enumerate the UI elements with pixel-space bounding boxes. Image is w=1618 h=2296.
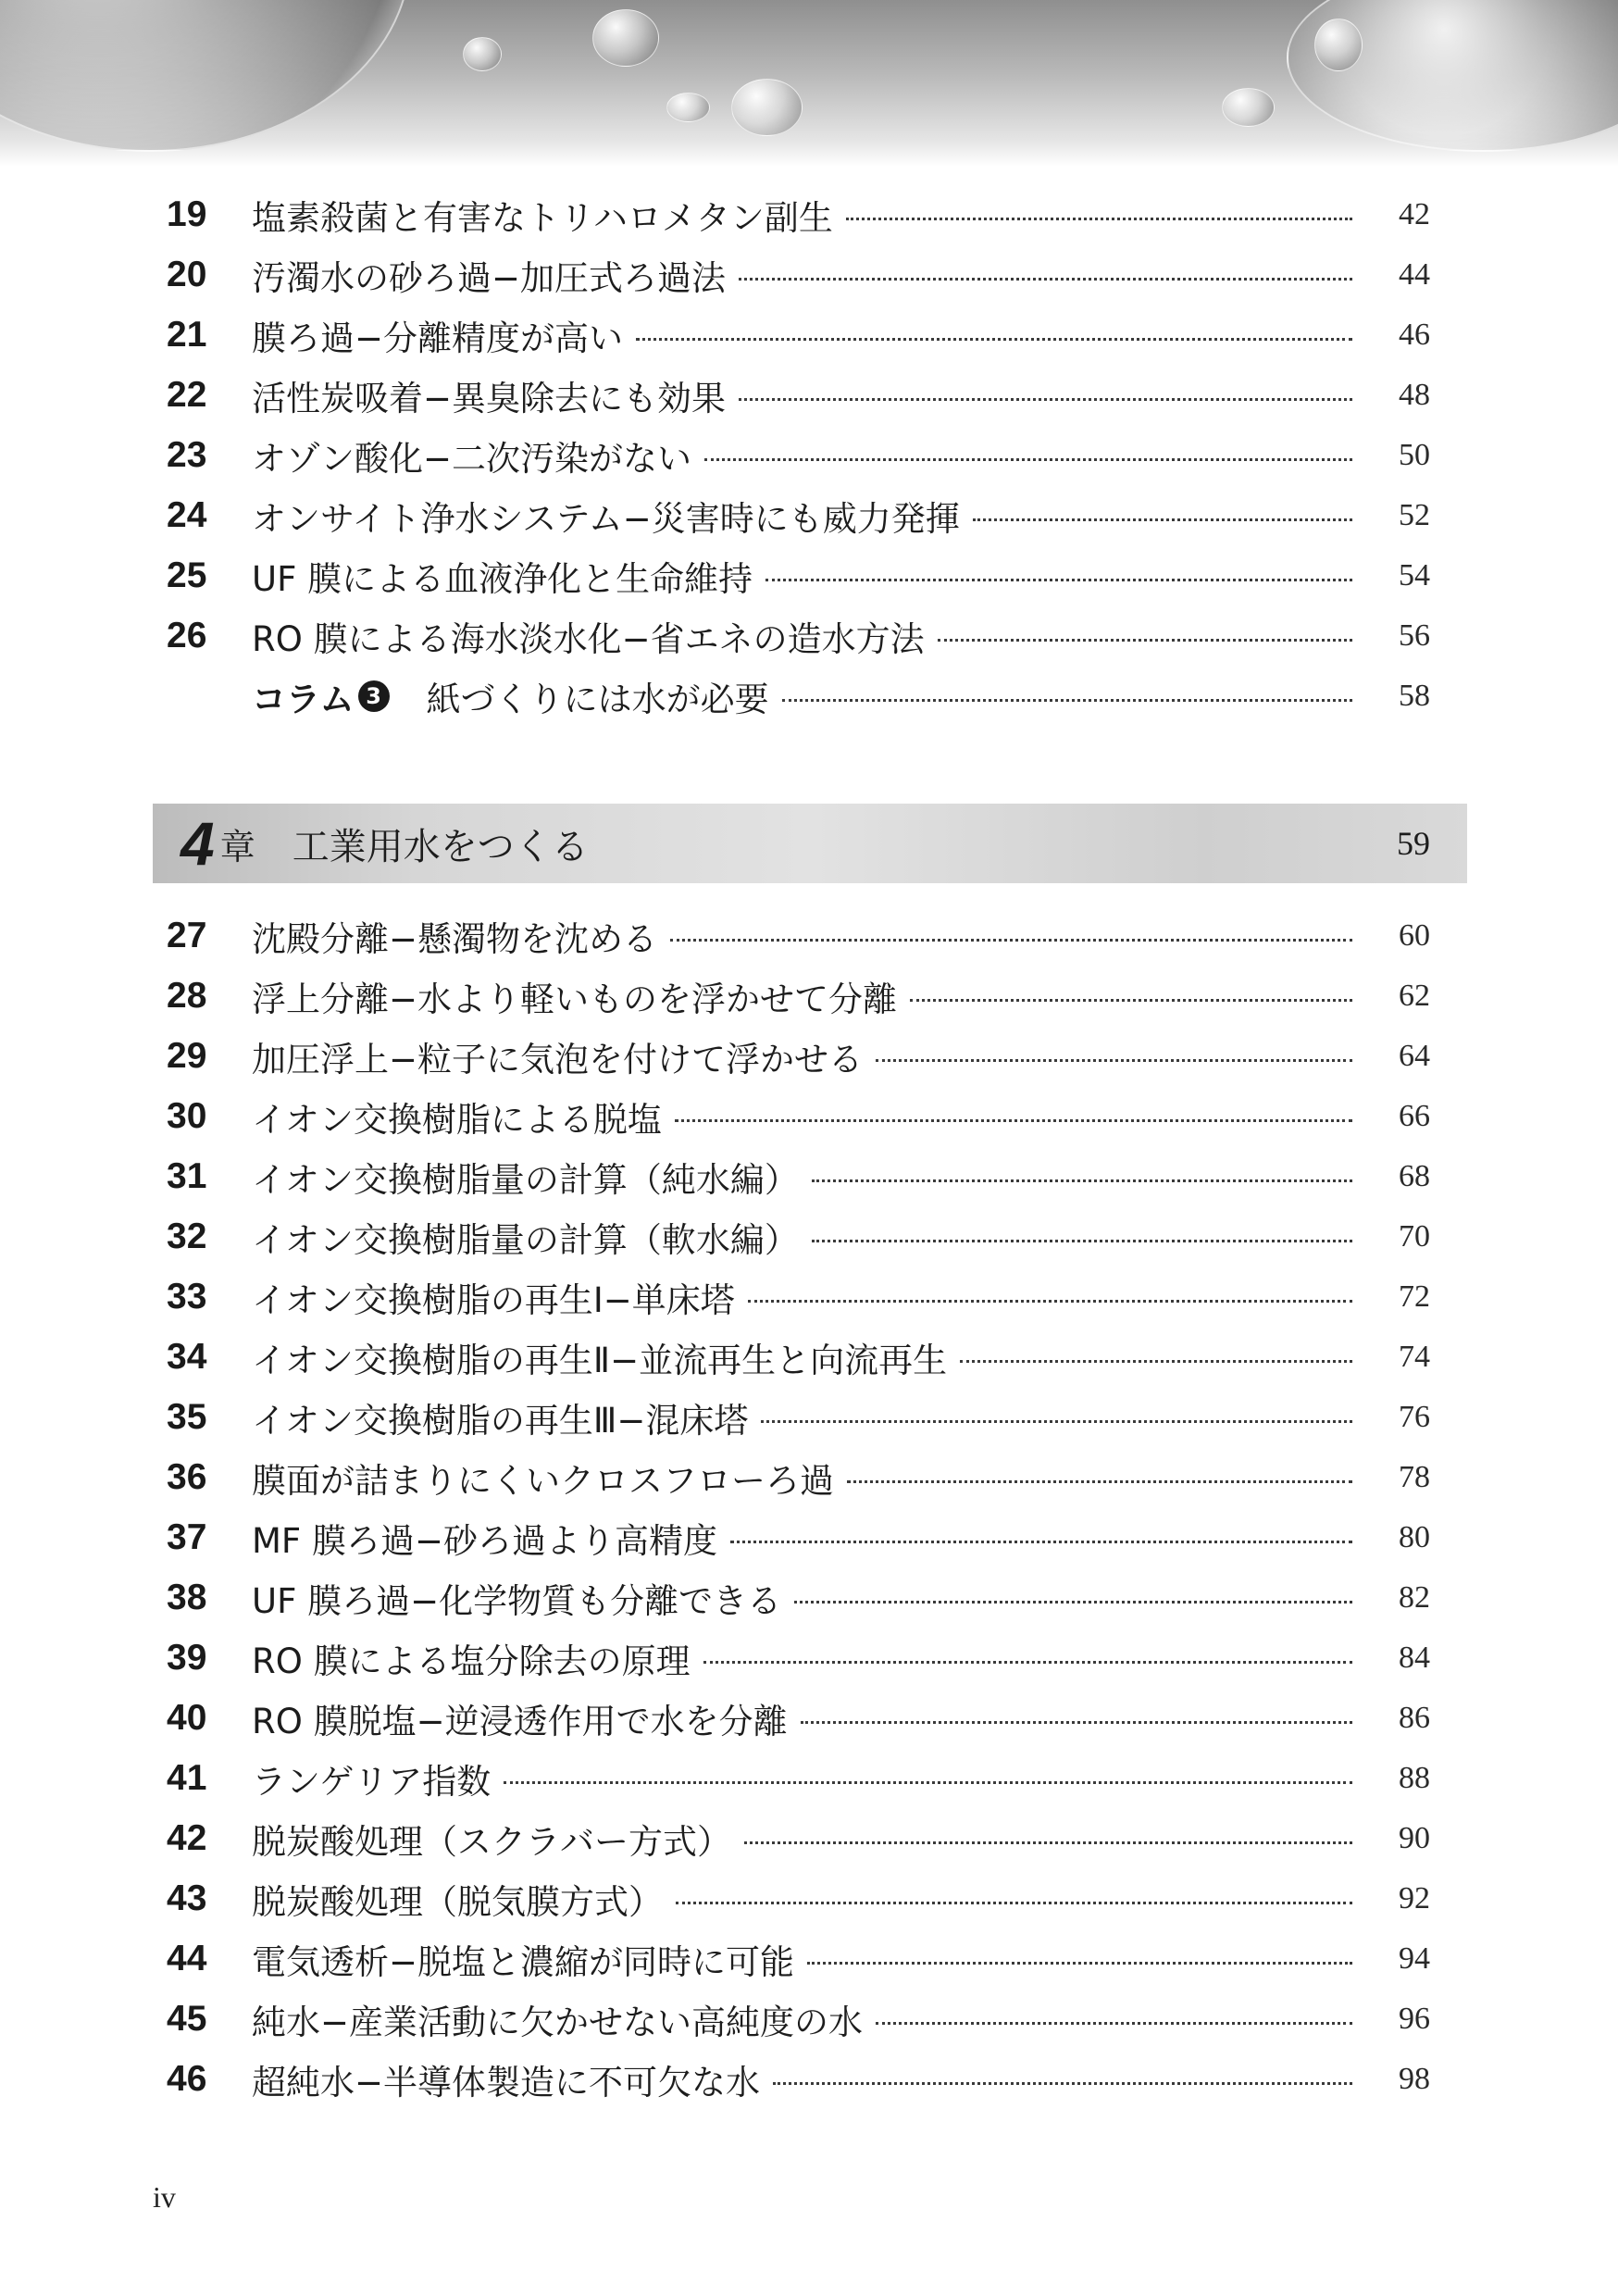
toc-entry[interactable] bbox=[167, 1630, 1430, 1686]
dot-leader bbox=[676, 1902, 1352, 1904]
entry-title: 沈殿分離−懸濁物を沈める bbox=[252, 919, 658, 959]
entry-title: イオン交換樹脂の再生Ⅲ−混床塔 bbox=[252, 1401, 749, 1441]
toc-entry[interactable] bbox=[167, 1089, 1430, 1144]
entry-page: 68 bbox=[1399, 1159, 1430, 1193]
page-folio: iv bbox=[153, 2180, 176, 2214]
entry-title: RO 膜による塩分除去の原理 bbox=[252, 1641, 691, 1681]
entry-page: 84 bbox=[1399, 1641, 1430, 1675]
dot-leader bbox=[703, 1661, 1352, 1664]
entry-page: 64 bbox=[1399, 1039, 1430, 1073]
chapter-suffix: 章 bbox=[219, 826, 255, 867]
column-page: 58 bbox=[1399, 679, 1430, 713]
entry-page: 98 bbox=[1399, 2062, 1430, 2096]
dot-leader bbox=[765, 579, 1352, 581]
water-drop bbox=[666, 93, 710, 122]
toc-entry[interactable] bbox=[167, 908, 1430, 964]
toc-entry[interactable] bbox=[167, 1510, 1430, 1566]
entry-page: 62 bbox=[1399, 979, 1430, 1013]
toc-entry[interactable] bbox=[167, 968, 1430, 1024]
entry-number: 25 bbox=[167, 555, 207, 595]
dot-leader bbox=[910, 999, 1352, 1002]
entry-number: 34 bbox=[167, 1337, 207, 1377]
dot-leader bbox=[876, 2022, 1352, 2025]
dot-leader bbox=[801, 1721, 1352, 1724]
entry-page: 72 bbox=[1399, 1279, 1430, 1314]
entry-title: 塩素殺菌と有害なトリハロメタン副生 bbox=[252, 198, 833, 238]
entry-number: 46 bbox=[167, 2059, 207, 2099]
toc-entry[interactable] bbox=[167, 1991, 1430, 2047]
entry-title: RO 膜脱塩−逆浸透作用で水を分離 bbox=[252, 1702, 788, 1741]
entry-page: 80 bbox=[1399, 1520, 1430, 1554]
entry-title: イオン交換樹脂の再生Ⅰ−単床塔 bbox=[252, 1280, 735, 1320]
entry-title: オンサイト浄水システム−災害時にも威力発揮 bbox=[252, 499, 960, 539]
entry-title: 脱炭酸処理（脱気膜方式） bbox=[252, 1882, 663, 1922]
entry-title: イオン交換樹脂量の計算（軟水編） bbox=[252, 1220, 799, 1260]
entry-title: 純水−産業活動に欠かせない高純度の水 bbox=[252, 2003, 864, 2042]
entry-page: 94 bbox=[1399, 1941, 1430, 1976]
dot-leader bbox=[761, 1420, 1352, 1423]
toc-entry[interactable] bbox=[167, 1931, 1430, 1987]
dot-leader bbox=[960, 1360, 1352, 1363]
entry-number: 42 bbox=[167, 1818, 207, 1858]
entry-title: イオン交換樹脂による脱塩 bbox=[252, 1100, 662, 1140]
entry-page: 78 bbox=[1399, 1460, 1430, 1494]
chapter-page: 59 bbox=[1397, 825, 1430, 862]
entry-number: 41 bbox=[167, 1758, 207, 1798]
dot-leader bbox=[794, 1601, 1352, 1603]
entry-title: RO 膜による海水淡水化−省エネの造水方法 bbox=[252, 619, 925, 659]
entry-title: 浮上分離−水より軽いものを浮かせて分離 bbox=[252, 980, 898, 1019]
entry-page: 60 bbox=[1399, 918, 1430, 953]
entry-number: 35 bbox=[167, 1397, 207, 1437]
toc-entry[interactable] bbox=[167, 608, 1430, 664]
dot-leader bbox=[846, 218, 1352, 220]
entry-page: 42 bbox=[1399, 197, 1430, 231]
toc-entry[interactable] bbox=[167, 1871, 1430, 1927]
water-drop bbox=[592, 9, 659, 67]
water-drop bbox=[1222, 88, 1275, 127]
entry-number: 30 bbox=[167, 1096, 207, 1136]
toc-entry[interactable] bbox=[167, 1691, 1430, 1746]
dot-leader bbox=[938, 639, 1352, 642]
dot-leader bbox=[744, 1841, 1352, 1844]
large-bubble-left bbox=[0, 0, 411, 152]
entry-number: 40 bbox=[167, 1698, 207, 1738]
toc-entry[interactable] bbox=[167, 1209, 1430, 1265]
column-label: コラム bbox=[252, 680, 355, 719]
toc-entry[interactable] bbox=[167, 247, 1430, 303]
entry-number: 27 bbox=[167, 916, 207, 955]
toc-entry[interactable] bbox=[167, 1029, 1430, 1084]
toc-entry[interactable] bbox=[167, 488, 1430, 543]
entry-number: 20 bbox=[167, 255, 207, 294]
dot-leader bbox=[739, 398, 1352, 401]
toc-entry[interactable] bbox=[167, 1269, 1430, 1325]
toc-entry[interactable] bbox=[167, 1329, 1430, 1385]
entry-title: UF 膜ろ過−化学物質も分離できる bbox=[252, 1581, 782, 1621]
entry-number: 32 bbox=[167, 1217, 207, 1256]
entry-title: 膜ろ過−分離精度が高い bbox=[252, 318, 624, 358]
entry-page: 70 bbox=[1399, 1219, 1430, 1254]
entry-page: 44 bbox=[1399, 257, 1430, 292]
toc-entry[interactable] bbox=[167, 428, 1430, 483]
dot-leader bbox=[636, 338, 1352, 341]
entry-number: 28 bbox=[167, 976, 207, 1016]
chapter-heading[interactable] bbox=[180, 804, 1430, 883]
entry-number: 36 bbox=[167, 1457, 207, 1497]
dot-leader bbox=[807, 1962, 1352, 1965]
entry-page: 74 bbox=[1399, 1340, 1430, 1374]
dot-leader bbox=[876, 1059, 1352, 1062]
entry-number: 19 bbox=[167, 194, 207, 234]
entry-page: 96 bbox=[1399, 2002, 1430, 2036]
dot-leader bbox=[748, 1300, 1352, 1303]
entry-number: 31 bbox=[167, 1156, 207, 1196]
water-drop bbox=[1314, 19, 1363, 71]
entry-number: 24 bbox=[167, 495, 207, 535]
entry-page: 54 bbox=[1399, 558, 1430, 593]
toc-entry[interactable] bbox=[167, 1751, 1430, 1806]
entry-page: 46 bbox=[1399, 318, 1430, 352]
entry-page: 52 bbox=[1399, 498, 1430, 532]
column-title: 紙づくりには水が必要 bbox=[426, 680, 769, 719]
water-drop bbox=[731, 79, 803, 136]
dot-leader bbox=[782, 699, 1352, 702]
entry-title: ランゲリア指数 bbox=[252, 1762, 492, 1802]
entry-page: 48 bbox=[1399, 378, 1430, 412]
entry-number: 39 bbox=[167, 1638, 207, 1678]
entry-title: 活性炭吸着−異臭除去にも効果 bbox=[252, 379, 727, 418]
dot-leader bbox=[812, 1179, 1352, 1182]
entry-number: 23 bbox=[167, 435, 207, 475]
entry-page: 92 bbox=[1399, 1881, 1430, 1915]
entry-page: 50 bbox=[1399, 438, 1430, 472]
entry-number: 38 bbox=[167, 1578, 207, 1617]
toc-entry[interactable] bbox=[167, 187, 1430, 243]
dot-leader bbox=[812, 1240, 1352, 1242]
entry-page: 86 bbox=[1399, 1701, 1430, 1735]
entry-number: 43 bbox=[167, 1878, 207, 1918]
chapter-number: 4 bbox=[180, 809, 215, 878]
dot-leader bbox=[704, 458, 1352, 461]
water-drop-banner bbox=[0, 0, 1618, 167]
column-entry[interactable] bbox=[167, 668, 1430, 724]
toc-entry[interactable] bbox=[167, 1811, 1430, 1866]
dot-leader bbox=[730, 1541, 1352, 1543]
entry-title: 汚濁水の砂ろ過−加圧式ろ過法 bbox=[252, 258, 727, 298]
entry-number: 22 bbox=[167, 375, 207, 415]
entry-number: 37 bbox=[167, 1517, 207, 1557]
entry-title: 超純水−半導体製造に不可欠な水 bbox=[252, 2063, 761, 2103]
entry-number: 21 bbox=[167, 315, 207, 355]
water-drop bbox=[463, 37, 502, 71]
toc-entry[interactable] bbox=[167, 307, 1430, 363]
dot-leader bbox=[739, 278, 1352, 281]
entry-title: オゾン酸化−二次汚染がない bbox=[252, 439, 692, 479]
column-number-badge: 3 bbox=[358, 680, 390, 712]
entry-title: 加圧浮上−粒子に気泡を付けて浮かせる bbox=[252, 1040, 864, 1079]
toc-entry[interactable] bbox=[167, 1570, 1430, 1626]
entry-page: 88 bbox=[1399, 1761, 1430, 1795]
entry-page: 82 bbox=[1399, 1580, 1430, 1615]
dot-leader bbox=[675, 1119, 1352, 1122]
entry-number: 26 bbox=[167, 616, 207, 655]
entry-number: 33 bbox=[167, 1277, 207, 1316]
dot-leader bbox=[973, 518, 1352, 521]
entry-title: MF 膜ろ過−砂ろ過より高精度 bbox=[252, 1521, 717, 1561]
entry-title: 電気透析−脱塩と濃縮が同時に可能 bbox=[252, 1942, 795, 1982]
dot-leader bbox=[773, 2082, 1352, 2085]
toc-entry[interactable] bbox=[167, 548, 1430, 604]
dot-leader bbox=[670, 939, 1352, 942]
entry-page: 66 bbox=[1399, 1099, 1430, 1133]
toc-entry[interactable] bbox=[167, 1390, 1430, 1445]
dot-leader bbox=[847, 1480, 1352, 1483]
toc-entry[interactable] bbox=[167, 2052, 1430, 2107]
entry-title: イオン交換樹脂の再生Ⅱ−並流再生と向流再生 bbox=[252, 1341, 948, 1380]
chapter-title: 工業用水をつくる bbox=[292, 825, 589, 868]
entry-number: 29 bbox=[167, 1036, 207, 1076]
entry-title: イオン交換樹脂量の計算（純水編） bbox=[252, 1160, 799, 1200]
entry-page: 56 bbox=[1399, 618, 1430, 653]
entry-page: 76 bbox=[1399, 1400, 1430, 1434]
entry-number: 44 bbox=[167, 1939, 207, 1978]
entry-title: 脱炭酸処理（スクラバー方式） bbox=[252, 1822, 731, 1862]
toc-entry[interactable] bbox=[167, 1450, 1430, 1505]
entry-title: 膜面が詰まりにくいクロスフローろ過 bbox=[252, 1461, 834, 1501]
entry-page: 90 bbox=[1399, 1821, 1430, 1855]
dot-leader bbox=[504, 1781, 1352, 1784]
toc-entry[interactable] bbox=[167, 1149, 1430, 1204]
entry-title: UF 膜による血液浄化と生命維持 bbox=[252, 559, 753, 599]
entry-number: 45 bbox=[167, 1999, 207, 2039]
toc-entry[interactable] bbox=[167, 368, 1430, 423]
